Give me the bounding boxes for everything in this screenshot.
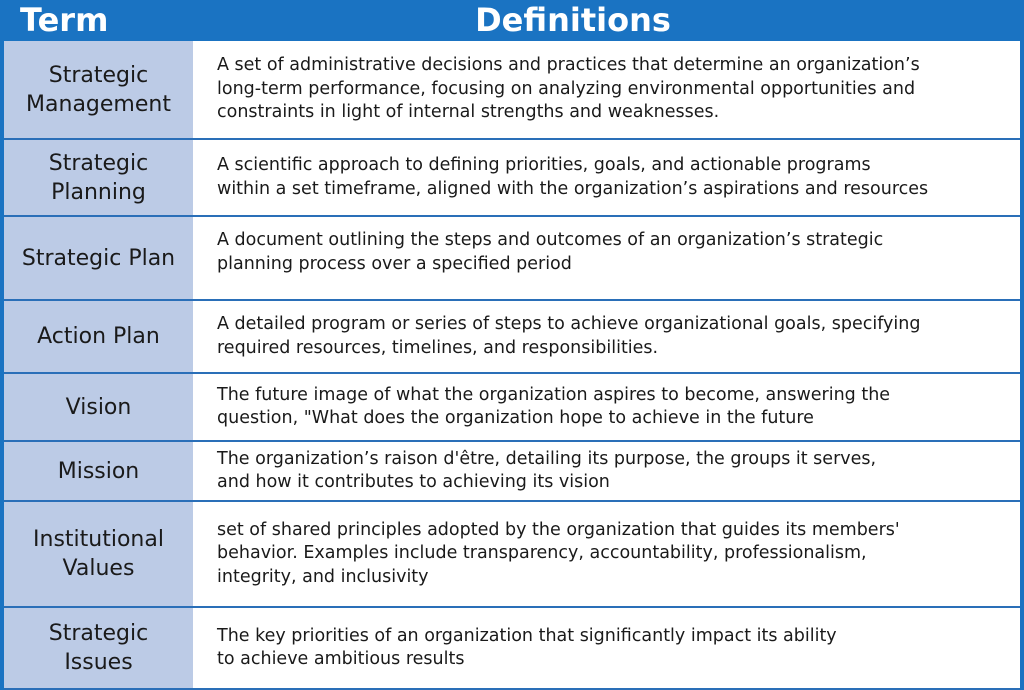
definition-cell: A set of administrative decisions and practices that determine an organization’s long-term performance, focusing on analyzing environmental opportunities and constraints in light of internal strengths and weaknesses. [217, 55, 920, 123]
definition-cell: The key priorities of an organization that significantly impact its ability to achieve ambitious results [217, 625, 837, 669]
term-cell: Vision [4, 374, 193, 440]
table-row-action-plan [4, 301, 1020, 374]
definition-cell: The organization’s raison d'être, detailing its purpose, the groups it serves, and how it contributes to achieving its vision [217, 448, 877, 492]
term-cell: Action Plan [4, 301, 193, 372]
term-cell: Strategic Planning [4, 140, 193, 215]
definition-cell: A scientific approach to defining priorities, goals, and actionable programs within a set timeframe, aligned with the organization’s aspirations and resources [217, 155, 929, 199]
table-row-vision [4, 374, 1020, 442]
table-row-institutional-values [4, 502, 1020, 608]
definition-cell: The future image of what the organization aspires to become, answering the question, "What does the organization hope to achieve in the future [217, 384, 891, 428]
definitions-column-header: Definitions [475, 1, 671, 39]
table-header [0, 0, 1024, 41]
definition-cell: A document outlining the steps and outcomes of an organization’s strategic planning process over a specified period [217, 230, 884, 274]
table-row-strategic-management [4, 41, 1020, 140]
term-column-header: Term [20, 1, 109, 39]
definition-cell: set of shared principles adopted by the organization that guides its members' behavior. Examples include transparency, accountability, professionalism, integrity, and inclusivity [217, 519, 900, 587]
term-cell: Strategic Issues [4, 608, 193, 688]
definition-cell: A detailed program or series of steps to achieve organizational goals, specifying required resources, timelines, and responsibilities. [217, 314, 921, 358]
term-cell: Strategic Management [4, 41, 193, 138]
term-cell: Strategic Plan [4, 217, 193, 299]
table-row-strategic-issues [4, 608, 1020, 690]
table-row-strategic-plan [4, 217, 1020, 301]
table-row-mission [4, 442, 1020, 502]
table-right-border [1020, 41, 1024, 690]
table-row-strategic-planning [4, 140, 1020, 217]
term-cell: Institutional Values [4, 502, 193, 606]
term-cell: Mission [4, 442, 193, 500]
